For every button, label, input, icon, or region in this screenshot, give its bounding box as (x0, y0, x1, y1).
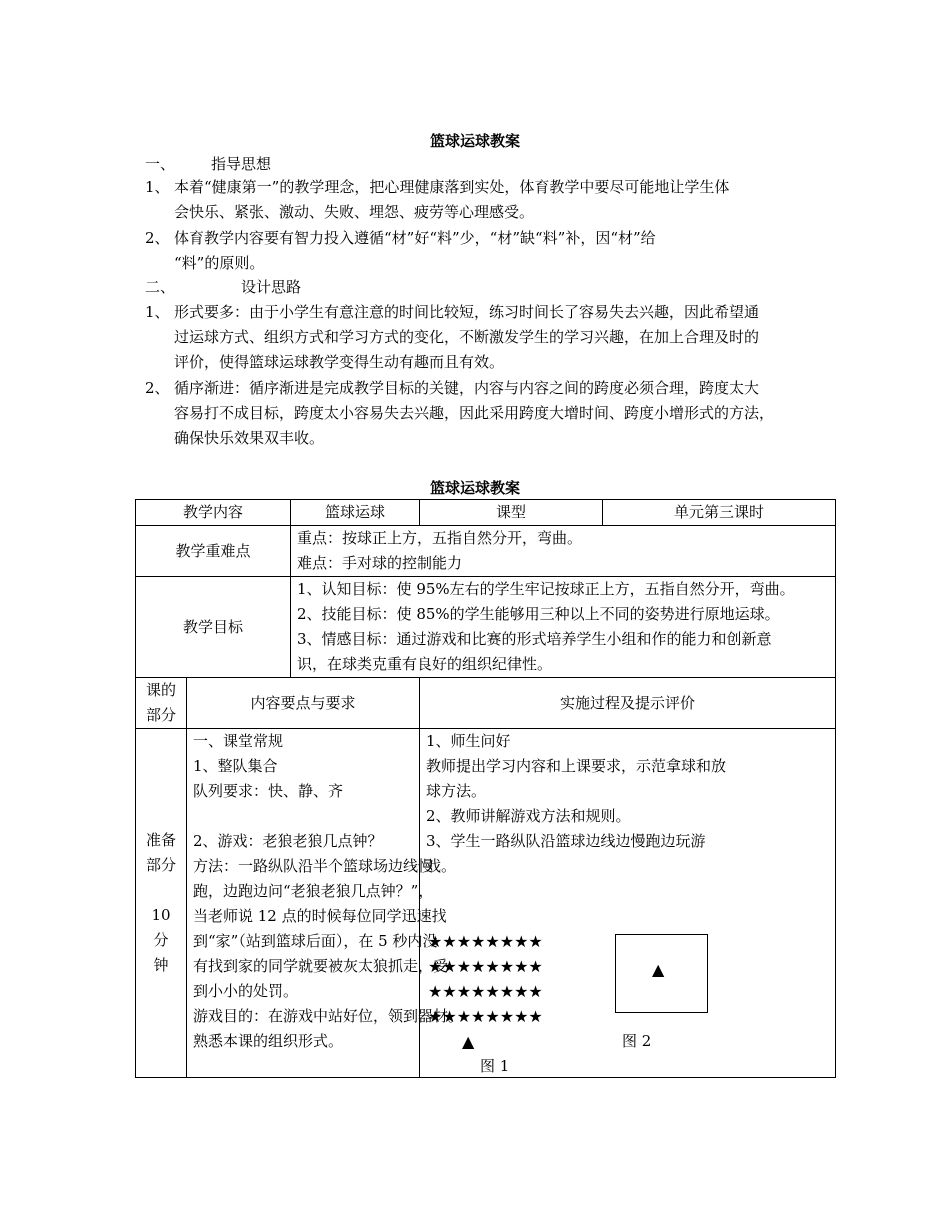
key-point-line: 重点：按球正上方，五指自然分开，弯曲。 (297, 529, 583, 547)
cell-lesson-type-label: 课型 (420, 500, 603, 526)
content-line: 跑，边跑边问“老狼老狼几点钟？”， (193, 882, 434, 900)
cell-teaching-content-value: 篮球运球 (291, 500, 420, 526)
content-line: 1、整队集合 (193, 757, 278, 775)
objective-line: 3、情感目标：通过游戏和比赛的形式培养学生小组和作的能力和创新意 (297, 630, 772, 648)
s2-item2-line1: 循序渐进：循序渐进是完成教学目标的关键，内容与内容之间的跨度必须合理，跨度太大 (174, 379, 760, 397)
cell-key-points (291, 526, 836, 577)
s2-item2-num: 2、 (145, 379, 170, 397)
section-1-heading (145, 153, 271, 174)
s2-item1-line3: 评价，使得篮球运球教学变得生动有趣而且有效。 (174, 353, 505, 371)
objective-line: 识，在球类克重有良好的组织纪律性。 (297, 655, 553, 673)
s1-item1-line2: 会快乐、紧张、激动、失败、埋怨、疲劳等心理感受。 (174, 203, 535, 221)
table-row (136, 729, 836, 1078)
content-line: 到小小的处罚。 (193, 982, 299, 1000)
content-line: 方法：一路纵队沿半个篮球场边线慢 (193, 857, 434, 875)
content-line: 到“家”（站到篮球后面），在 5 秒内没 (193, 932, 438, 950)
cell-lesson-type-value: 单元第三课时 (603, 500, 836, 526)
table-row (136, 577, 836, 678)
cell-prep-part (136, 729, 187, 1078)
cell-teaching-content-label: 教学内容 (136, 500, 291, 526)
s1-item2-line1: 体育教学内容要有智力投入遵循“材”好“料”少，“材”缺“料”补，因“材”给 (174, 229, 656, 247)
figure-2-box (615, 934, 708, 1013)
process-line: 3、学生一路纵队沿篮球边线边慢跑边玩游 (426, 832, 706, 850)
objective-line: 1、认知目标：使 95%左右的学生牢记按球正上方，五指自然分开，弯曲。 (297, 580, 795, 598)
cell-content-header: 内容要点与要求 (187, 678, 420, 729)
part-line: 准备 (145, 831, 176, 849)
s1-item2-num: 2、 (145, 229, 170, 247)
part-line: 10 (151, 906, 171, 924)
cell-key-points-label: 教学重难点 (136, 526, 291, 577)
content-line: 游戏目的：在游戏中站好位，领到器材。 (193, 1007, 464, 1025)
part-header-line: 课的 (145, 681, 176, 699)
table-row (136, 500, 836, 526)
teacher-triangle-icon: ▲ (652, 960, 665, 979)
formation-stars-row: ★★★★★★★★ (428, 982, 543, 1001)
s1-item1-line1: 本着“健康第一”的教学理念，把心理健康落到实处，体育教学中要尽可能地让学生体 (174, 178, 730, 196)
doc-title: 篮球运球教案 (429, 132, 520, 150)
section-1-num: 一、 (145, 155, 176, 173)
table-title: 篮球运球教案 (429, 479, 520, 497)
cell-prep-process (420, 729, 836, 1078)
table-row (136, 526, 836, 577)
process-line: 教师提出学习内容和上课要求，示范拿球和放 (426, 757, 727, 775)
formation-stars-row: ★★★★★★★★ (428, 1007, 543, 1026)
cell-objectives (291, 577, 836, 678)
process-line: 戏。 (426, 857, 457, 875)
teacher-triangle-icon: ▲ (462, 1032, 475, 1051)
lesson-plan-table (135, 499, 836, 1078)
process-line: 1、师生问好 (426, 732, 511, 750)
content-line: 熟悉本课的组织形式。 (193, 1032, 344, 1050)
cell-part-header (136, 678, 187, 729)
objective-line: 2、技能目标：使 85%的学生能够用三种以上不同的姿势进行原地运球。 (297, 605, 780, 623)
part-line: 钟 (153, 956, 169, 974)
content-line: 2、游戏：老狼老狼几点钟？ (193, 832, 383, 850)
s2-item2-line3: 确保快乐效果双丰收。 (174, 429, 325, 447)
content-line: 有找到家的同学就要被灰太狼抓走，受 (193, 957, 449, 975)
content-line: 一、课堂常规 (193, 732, 284, 750)
figure-1-caption: 图 1 (480, 1057, 510, 1075)
s2-item1-line1: 形式要多：由于小学生有意注意的时间比较短，练习时间长了容易失去兴趣，因此希望通 (174, 303, 760, 321)
section-1-title: 指导思想 (211, 155, 272, 173)
table-row (136, 678, 836, 729)
part-line: 分 (153, 931, 169, 949)
s2-item1-num: 1、 (145, 303, 170, 321)
process-line: 2、教师讲解游戏方法和规则。 (426, 807, 631, 825)
process-line: 球方法。 (426, 782, 487, 800)
content-line: 队列要求：快、静、齐 (193, 782, 344, 800)
cell-objectives-label: 教学目标 (136, 577, 291, 678)
section-2-heading (145, 276, 301, 297)
section-2-title: 设计思路 (241, 278, 302, 296)
s1-item2-line2: “料”的原则。 (174, 254, 265, 272)
s2-item2-line2: 容易打不成目标，跨度太小容易失去兴趣，因此采用跨度大增时间、跨度小增形式的方法， (174, 404, 775, 422)
s1-item1-num: 1、 (145, 178, 170, 196)
figure-2-caption: 图 2 (622, 1032, 652, 1050)
formation-stars-row: ★★★★★★★★ (428, 957, 543, 976)
content-line: 当老师说 12 点的时候每位同学迅速找 (193, 907, 447, 925)
formation-stars-row: ★★★★★★★★ (428, 932, 543, 951)
part-line: 部分 (145, 856, 176, 874)
section-2-num: 二、 (145, 278, 176, 296)
difficulty-line: 难点：手对球的控制能力 (297, 554, 463, 572)
part-header-line: 部分 (145, 706, 176, 724)
cell-process-header: 实施过程及提示评价 (420, 678, 836, 729)
s2-item1-line2: 过运球方式、组织方式和学习方式的变化，不断激发学生的学习兴趣，在加上合理及时的 (174, 328, 760, 346)
